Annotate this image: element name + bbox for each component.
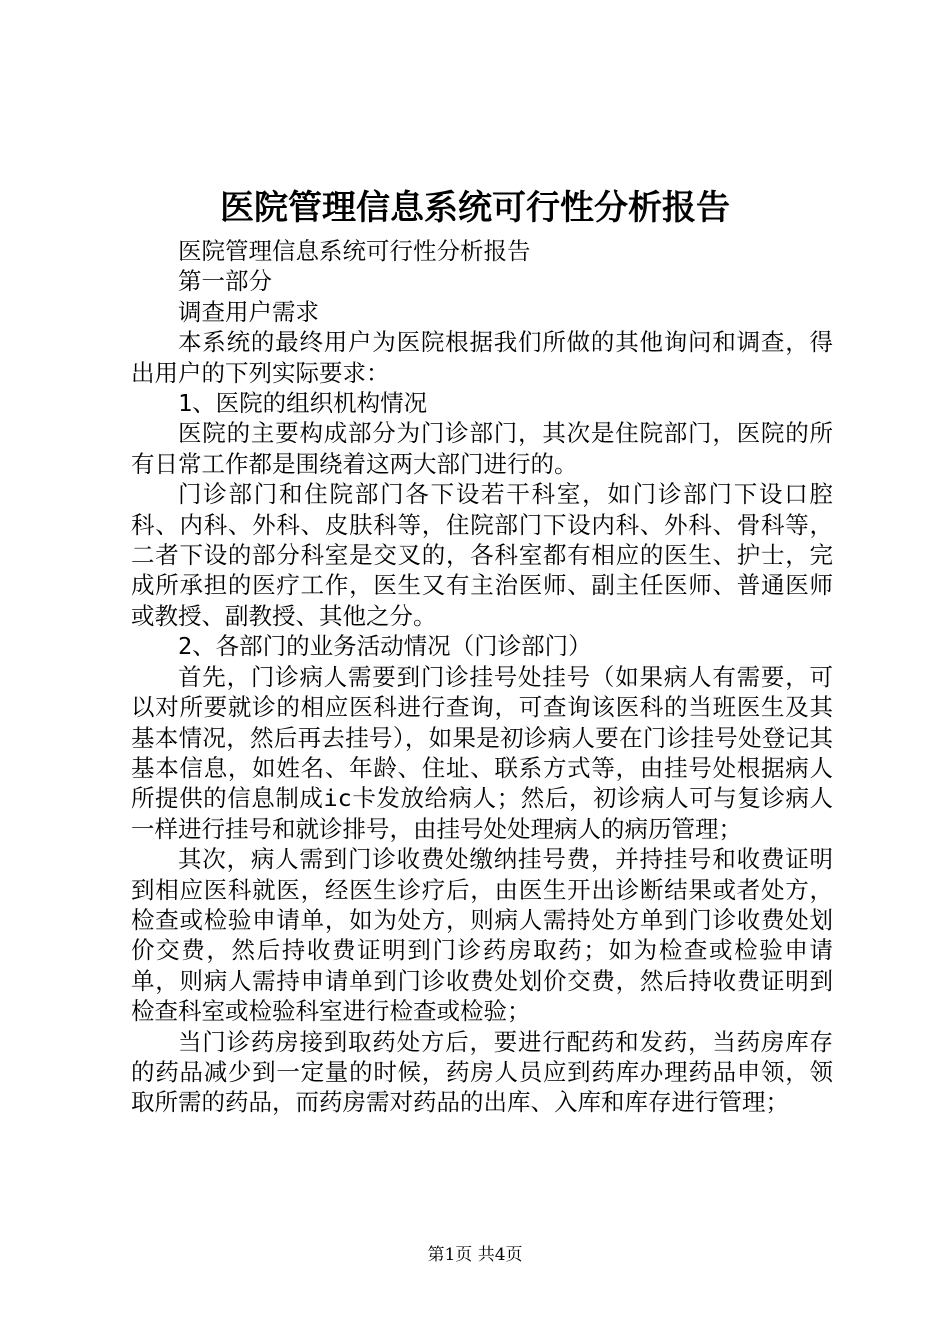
body-paragraph: 本系统的最终用户为医院根据我们所做的其他询问和调查，得出用户的下列实际要求： xyxy=(131,328,833,387)
body-paragraph: 2、各部门的业务活动情况（门诊部门） xyxy=(178,632,592,661)
body-paragraph: 其次，病人需到门诊收费处缴纳挂号费，并持挂号和收费证明到相应医科就医，经医生诊疗后，由医生开出诊断结果或者处方，检查或检验申请单，如为处方，则病人需持处方单到门诊收费处划价交费，然后持收费证明到门诊药房取药；如为检查或检验申请单，则病人需持申请单到门诊收费处划价交费，然后持收费证明到检查科室或检验科室进行检查或检验； xyxy=(131,845,833,1026)
body-paragraph: 1、医院的组织机构情况 xyxy=(178,389,428,418)
page-footer: 第1页 共4页 xyxy=(427,1245,523,1265)
body-paragraph: 当门诊药房接到取药处方后，要进行配药和发药，当药房库存的药品减少到一定量的时候，药房人员应到药库办理药品申领，领取所需的药品，而药房需对药品的出库、入库和库存进行管理； xyxy=(131,1027,833,1117)
body-paragraph: 门诊部门和住院部门各下设若干科室，如门诊部门下设口腔科、内科、外科、皮肤科等，住院部门下设内科、外科、骨科等，二者下设的部分科室是交叉的，各科室都有相应的医生、护士，完成所承担的医疗工作，医生又有主治医师、副主任医师、普通医师或教授、副教授、其他之分。 xyxy=(131,480,833,630)
document-body xyxy=(131,236,833,1118)
body-paragraph: 第一部分 xyxy=(178,267,272,296)
body-paragraph: 调查用户需求 xyxy=(178,297,319,326)
body-paragraph: 医院管理信息系统可行性分析报告 xyxy=(178,237,531,265)
body-paragraph: 医院的主要构成部分为门诊部门，其次是住院部门，医院的所有日常工作都是围绕着这两大部门进行的。 xyxy=(131,419,833,478)
body-paragraph: 首先，门诊病人需要到门诊挂号处挂号（如果病人有需要，可以对所要就诊的相应医科进行查询，可查询该医科的当班医生及其基本情况，然后再去挂号），如果是初诊病人要在门诊挂号处登记其基本信息，如姓名、年龄、住址、联系方式等，由挂号处根据病人所提供的信息制成ic卡发放给病人；然后，初诊病人可与复诊病人一样进行挂号和就诊排号，由挂号处处理病人的病历管理； xyxy=(131,662,833,843)
document-title: 医院管理信息系统可行性分析报告 xyxy=(220,188,730,228)
